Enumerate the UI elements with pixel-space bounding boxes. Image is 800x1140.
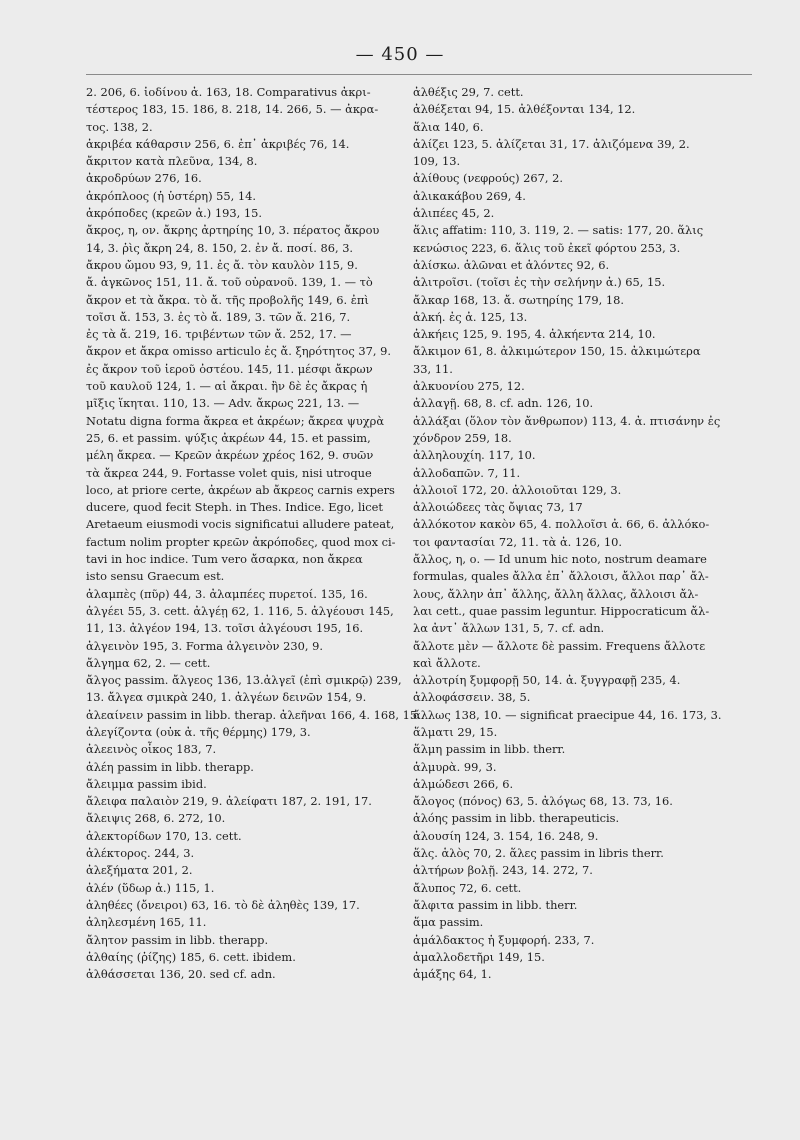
index-line: 14, 3. ῥὶς ἄκρη 24, 8. 150, 2. ἐν ἄ. ποσί. 86, 3.	[86, 240, 354, 255]
index-line: ἁλιπέες 45, 2.	[413, 206, 495, 221]
index-line: ἀληλεσμένη 165, 11.	[86, 915, 207, 930]
header-rule	[86, 74, 752, 75]
index-line: ἄλυπος 72, 6. cett.	[413, 880, 522, 895]
index-line: loco, at priore certe, ἀκρέων ab ἄκρεος carnis expers	[86, 482, 395, 497]
index-line: ἀλθαίης (ῥίζης) 185, 6. cett. ibidem.	[86, 949, 296, 964]
index-line: ἀλγεινὸν 195, 3. Forma ἀλγεινὸν 230, 9.	[86, 638, 323, 653]
index-line: ἀμάλδακτος ἡ ξυμφορή. 233, 7.	[413, 932, 595, 947]
left-column	[86, 84, 421, 983]
index-line: ἀλεγίζοντα (οὐκ ἀ. τῆς θέρμης) 179, 3.	[86, 724, 311, 739]
index-line: Notatu digna forma ἄκρεα et ἀκρέων; ἄκρεα ψυχρὰ	[86, 413, 385, 428]
index-line: ἀλέν (ὕδωρ ἀ.) 115, 1.	[86, 880, 215, 895]
index-line: 33, 11.	[413, 361, 453, 376]
index-line: ἀλλόκοτον κακὸν 65, 4. πολλοῖσι ἀ. 66, 6. ἀλλόκο-	[413, 517, 710, 532]
index-line: καὶ ἄλλοτε.	[413, 655, 481, 670]
index-line: ἀλεκτορίδων 170, 13. cett.	[86, 828, 242, 843]
index-line: ἀκρόποδες (κρεῶν ἀ.) 193, 15.	[86, 206, 262, 221]
index-line: ἄκριτον κατὰ πλεῦνα, 134, 8.	[86, 154, 258, 169]
index-line: τοι φαντασίαι 72, 11. τὰ ἀ. 126, 10.	[413, 534, 622, 549]
index-line: ἄλγος passim. ἄλγεος 136, 13.ἀλγεῖ (ἐπὶ σμικρῷ) 239,	[86, 673, 402, 688]
index-line: ἀλλαγῇ. 68, 8. cf. adn. 126, 10.	[413, 396, 594, 411]
index-line: ἀλίζει 123, 5. ἀλίζεται 31, 17. ἀλιζόμενα 39, 2.	[413, 136, 690, 151]
index-line: λους, ἄλλην ἀπ᾽ ἄλλης, ἄλλη ἄλλας, ἄλλοισι ἄλ-	[413, 586, 699, 601]
index-line: ἄλκιμον 61, 8. ἀλκιμώτερον 150, 15. ἀλκιμώτερα	[413, 344, 701, 359]
index-line: ἄλλως 138, 10. — significat praecipue 44, 16. 173, 3.	[413, 707, 722, 722]
index-line: ἀλτήρων βολῇ. 243, 14. 272, 7.	[413, 863, 593, 878]
index-line: ἅλς. ἁλὸς 70, 2. ἅλες passim in libris therr.	[413, 846, 664, 861]
index-line: ἀκρόπλοος (ἡ ὑστέρη) 55, 14.	[86, 188, 257, 203]
index-line: formulas, quales ἄλλα ἐπ᾽ ἄλλοισι, ἄλλοι παρ᾽ ἄλ-	[413, 569, 709, 584]
index-line: ἄλγημα 62, 2. — cett.	[86, 655, 211, 670]
index-line: ἀλέη passim in libb. therapp.	[86, 759, 254, 774]
index-line: ἀλλοδαπῶν. 7, 11.	[413, 465, 521, 480]
index-line: ἐς ἄκρον τοῦ ἱεροῦ ὀστέου. 145, 11. μέσφι ἄκρων	[86, 361, 373, 376]
index-line: τος. 138, 2.	[86, 119, 153, 134]
index-line: τὰ ἄκρεα 244, 9. Fortasse volet quis, nisi utroque	[86, 465, 372, 480]
index-line: ἀλθάσσεται 136, 20. sed cf. adn.	[86, 967, 276, 982]
index-line: ἀλόης passim in libb. therapeuticis.	[413, 811, 620, 826]
index-line: 109, 13.	[413, 154, 461, 169]
index-line: ἀλλοιοῖ 172, 20. ἀλλοιοῦται 129, 3.	[413, 482, 622, 497]
index-line: ἀλιτροῖσι. (τοῖσι ἐς τὴν σελήνην ἀ.) 65, 15.	[413, 275, 666, 290]
index-line: ἁλμώδεσι 266, 6.	[413, 776, 514, 791]
index-line: ἄλειψις 268, 6. 272, 10.	[86, 811, 226, 826]
index-line: 25, 6. et passim. ψύξις ἀκρέων 44, 15. et passim,	[86, 430, 371, 445]
index-line: ἀλικακάβου 269, 4.	[413, 188, 526, 203]
index-line: ἄλφιτα passim in libb. therr.	[413, 897, 578, 912]
index-line: 11, 13. ἀλγέον 194, 13. τοῖσι ἀλγέουσι 195, 16.	[86, 621, 364, 636]
index-line: ἀλλοφάσσειν. 38, 5.	[413, 690, 531, 705]
index-line: ἄλλος, η, ο. — Id unum hic noto, nostrum deamare	[413, 552, 707, 567]
index-line: ἀμαλλοδετῆρι 149, 15.	[413, 949, 545, 964]
index-line: ἀλκήεις 125, 9. 195, 4. ἀλκήεντα 214, 10.	[413, 327, 656, 342]
index-line: μέλη ἄκρεα. — Κρεῶν ἀκρέων χρέος 162, 9. συῶν	[86, 448, 374, 463]
index-line: λα ἀντ᾽ ἄλλων 131, 5, 7. cf. adn.	[413, 621, 605, 636]
index-line: ἀλλάξαι (ὅλον τὸν ἄνθρωπον) 113, 4. ἀ. πτισάνην ἐς	[413, 413, 721, 428]
index-line: isto sensu Graecum est.	[86, 569, 225, 584]
index-line: Aretaeum eiusmodi vocis significatui alludere pateat,	[86, 517, 395, 532]
index-line: τοῦ καυλοῦ 124, 1. — αἱ ἄκραι. ἢν δὲ ἐς ἄκρας ἡ	[86, 379, 368, 394]
index-line: ducere, quod fecit Steph. in Thes. Indice. Ego, licet	[86, 500, 383, 515]
index-line: ἀκριβέα κάθαρσιν 256, 6. ἐπ᾽ ἀκριβές 76, 14.	[86, 136, 350, 151]
right-column	[413, 84, 753, 983]
index-line: ἀλθέξεται 94, 15. ἀλθέξονται 134, 12.	[413, 102, 636, 117]
index-line: ἀλληλουχίη. 117, 10.	[413, 448, 536, 463]
index-line: χόνδρον 259, 18.	[413, 430, 512, 445]
index-line: ἀλλοτρίη ξυμφορῇ 50, 14. ἀ. ξυγγραφῇ 235, 4.	[413, 673, 681, 688]
page-number: — 450 —	[355, 44, 445, 65]
index-line: ἄκρος, η, ον. ἄκρης ἀρτηρίης 10, 3. πέρατος ἄκρου	[86, 223, 380, 238]
index-line: ἄ. ἀγκῶνος 151, 11. ἄ. τοῦ οὐρανοῦ. 139, 1. — τὸ	[86, 275, 373, 290]
index-line: ἄλειφα παλαιὸν 219, 9. ἀλείφατι 187, 2. 191, 17.	[86, 794, 372, 809]
index-line: ἀληθέες (ὄνειροι) 63, 16. τὸ δὲ ἀληθὲς 139, 17.	[86, 897, 360, 912]
index-line: factum nolim propter κρεῶν ἀκρόποδες, quod mox ci-	[86, 534, 396, 549]
index-line: τέστερος 183, 15. 186, 8. 218, 14. 266, 5. — ἀκρα-	[86, 102, 379, 117]
index-line: ἄλειμμα passim ibid.	[86, 776, 207, 791]
index-line: ἀλγέει 55, 3. cett. ἀλγέῃ 62, 1. 116, 5. ἀλγέουσι 145,	[86, 603, 394, 618]
index-line: κενώσιος 223, 6. ἅλις τοῦ ἐκεῖ φόρτου 253, 3.	[413, 240, 681, 255]
index-line: ἅμα passim.	[413, 915, 484, 930]
index-line: ἄκρου ὤμου 93, 9, 11. ἐς ἄ. τὸν καυλὸν 115, 9.	[86, 257, 358, 272]
index-line: ἅλμη passim in libb. therr.	[413, 742, 566, 757]
index-line: ἀλεεινὸς οἶκος 183, 7.	[86, 742, 217, 757]
index-line: τοῖσι ἄ. 153, 3. ἐς τὸ ἄ. 189, 3. τῶν ἄ. 216, 7.	[86, 309, 351, 324]
index-line: ἄλητον passim in libb. therapp.	[86, 932, 269, 947]
index-line: ἀλεξήματα 201, 2.	[86, 863, 193, 878]
index-line: ἄλλοτε μὲν — ἄλλοτε δὲ passim. Frequens ἄλλοτε	[413, 638, 706, 653]
index-line: μῖξις ἵκηται. 110, 13. — Adv. ἄκρως 221, 13. —	[86, 396, 360, 411]
index-line: 13. ἄλγεα σμικρὰ 240, 1. ἀλγέων δεινῶν 154, 9.	[86, 690, 367, 705]
index-line: ἀλλοιώδεες τὰς ὄψιας 73, 17	[413, 500, 583, 515]
index-line: ἄκρον et ἄκρα omisso articulo ἐς ἄ. ξηρότητος 37, 9.	[86, 344, 392, 359]
index-line: ἀλαμπὲς (πῦρ) 44, 3. ἀλαμπέες πυρετοί. 135, 16.	[86, 586, 368, 601]
index-line: ἀμάξης 64, 1.	[413, 967, 492, 982]
index-line: tavi in hoc indice. Tum vero ἄσαρκα, non ἄκρεα	[86, 552, 363, 567]
index-line: ἄλκαρ 168, 13. ἄ. σωτηρίης 179, 18.	[413, 292, 624, 307]
index-line: ἁλμυρὰ. 99, 3.	[413, 759, 497, 774]
index-line: ἀλεαίνειν passim in libb. therap. ἀλεῆναι 166, 4. 168, 15.	[86, 707, 421, 722]
index-line: ἀλέκτορος. 244, 3.	[86, 846, 195, 861]
index-line: ἄλογος (πόνος) 63, 5. ἀλόγως 68, 13. 73, 16.	[413, 794, 673, 809]
index-line: ἅλις affatim: 110, 3. 119, 2. — satis: 177, 20. ἅλις	[413, 223, 704, 238]
index-line: ἅλια 140, 6.	[413, 119, 484, 134]
index-line: ἅλματι 29, 15.	[413, 724, 498, 739]
index-line: ἀλθέξις 29, 7. cett.	[413, 85, 524, 99]
index-line: λαι cett., quae passim leguntur. Hippocraticum ἄλ-	[413, 603, 710, 618]
index-line: ἐς τὰ ἄ. 219, 16. τριβέντων τῶν ἄ. 252, 17. —	[86, 327, 352, 342]
index-line: ἀλκυονίου 275, 12.	[413, 379, 525, 394]
index-line: ἄκρον et τὰ ἄκρα. τὸ ἄ. τῆς προβολῆς 149, 6. ἐπὶ	[86, 292, 369, 307]
index-line: ἁλίσκω. ἁλῶναι et ἁλόντες 92, 6.	[413, 257, 610, 272]
index-line: ἀλουσίη 124, 3. 154, 16. 248, 9.	[413, 828, 599, 843]
index-line: 2. 206, 6. ἰοδίνου ἀ. 163, 18. Comparativus ἀκρι-	[86, 85, 371, 99]
index-line: ἀλίθους (νεφρούς) 267, 2.	[413, 171, 564, 186]
index-line: ἀλκή. ἐς ἀ. 125, 13.	[413, 309, 528, 324]
index-line: ἀκροδρύων 276, 16.	[86, 171, 202, 186]
